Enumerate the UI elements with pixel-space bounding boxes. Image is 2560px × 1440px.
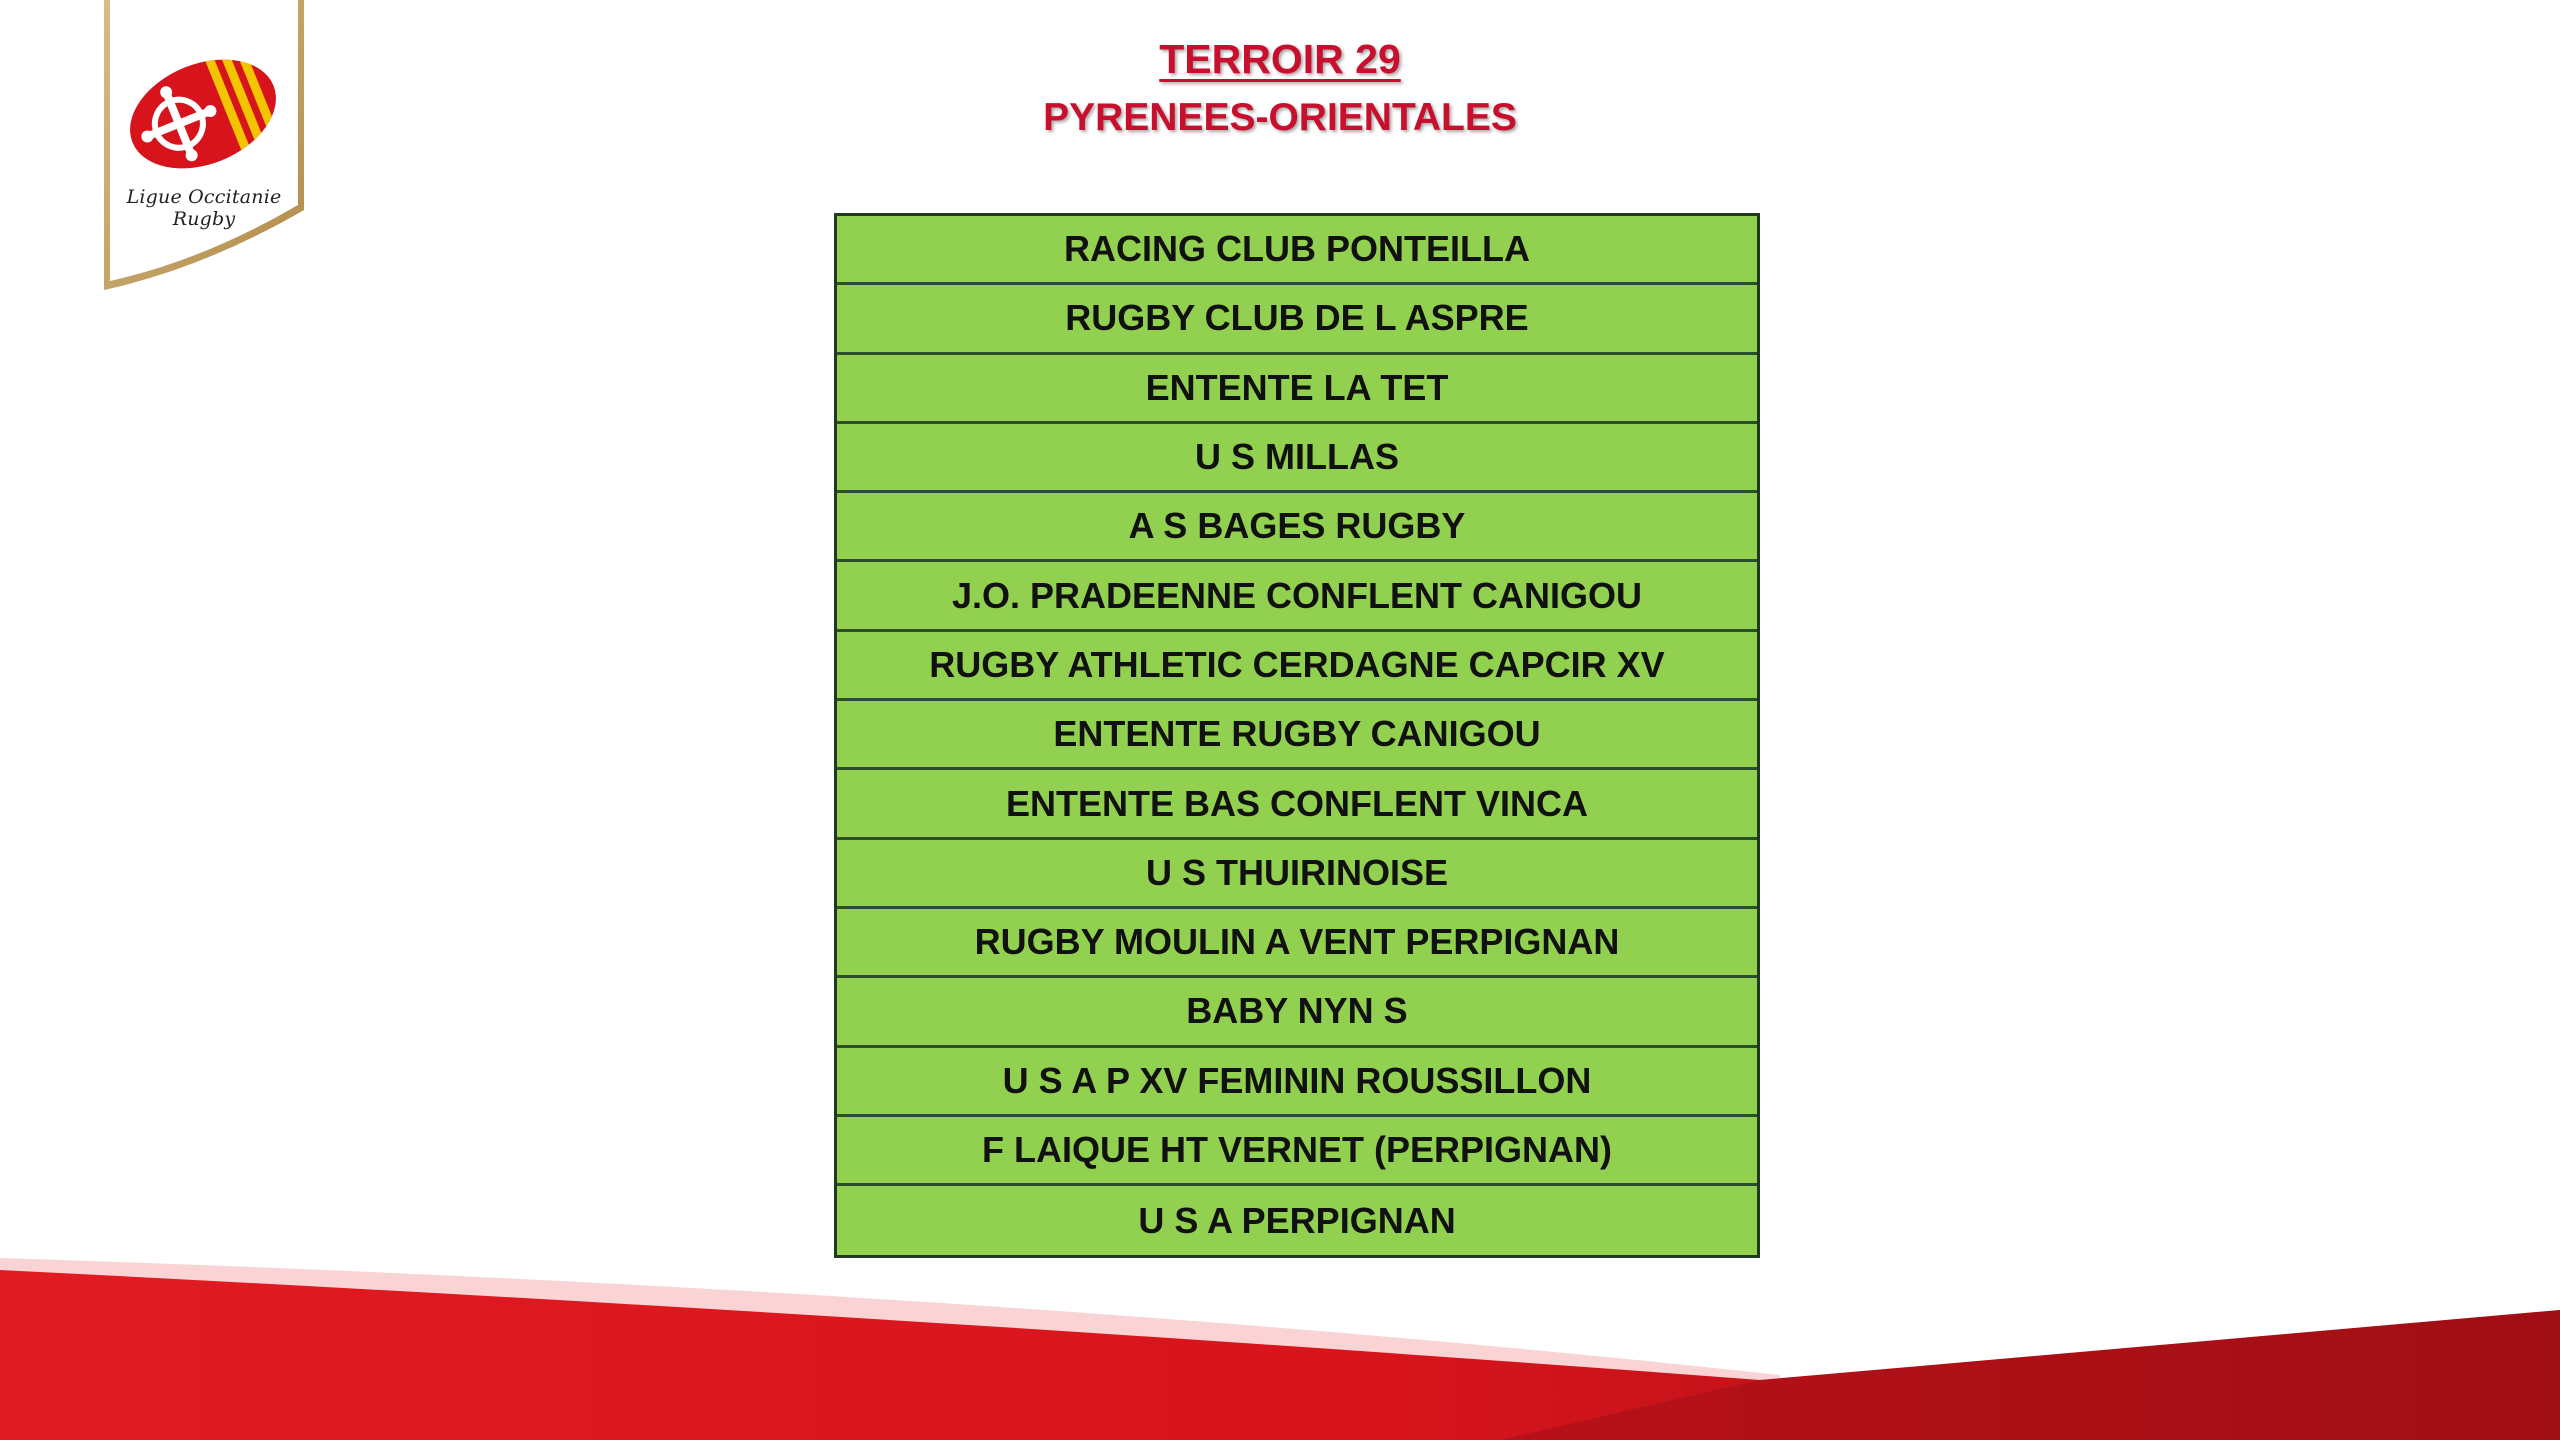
page-subtitle: PYRENEES-ORIENTALES: [1043, 96, 1517, 139]
club-row: U S THUIRINOISE: [837, 840, 1757, 909]
club-row: RUGBY ATHLETIC CERDAGNE CAPCIR XV: [837, 632, 1757, 701]
club-row: ENTENTE BAS CONFLENT VINCA: [837, 770, 1757, 839]
logo-caption: Ligue Occitanie Rugby: [126, 186, 282, 230]
club-row: RACING CLUB PONTEILLA: [837, 216, 1757, 285]
club-row: U S A P XV FEMININ ROUSSILLON: [837, 1048, 1757, 1117]
club-row: U S A PERPIGNAN: [1138, 1199, 1456, 1241]
club-row: J.O. PRADEENNE CONFLENT CANIGOU: [837, 562, 1757, 631]
club-row: F LAIQUE HT VERNET (PERPIGNAN): [837, 1117, 1757, 1186]
club-row: A S BAGES RUGBY: [837, 493, 1757, 562]
club-row: BABY NYN S: [837, 978, 1757, 1047]
page-title: TERROIR 29: [1159, 36, 1401, 82]
club-row: RUGBY MOULIN A VENT PERPIGNAN: [837, 909, 1757, 978]
footer-band: [0, 1240, 2560, 1440]
clubs-table: [834, 213, 1760, 1258]
club-row: ENTENTE RUGBY CANIGOU: [837, 701, 1757, 770]
club-row: U S MILLAS: [837, 424, 1757, 493]
club-row: RUGBY CLUB DE L ASPRE: [837, 285, 1757, 354]
club-row: ENTENTE LA TET: [837, 355, 1757, 424]
